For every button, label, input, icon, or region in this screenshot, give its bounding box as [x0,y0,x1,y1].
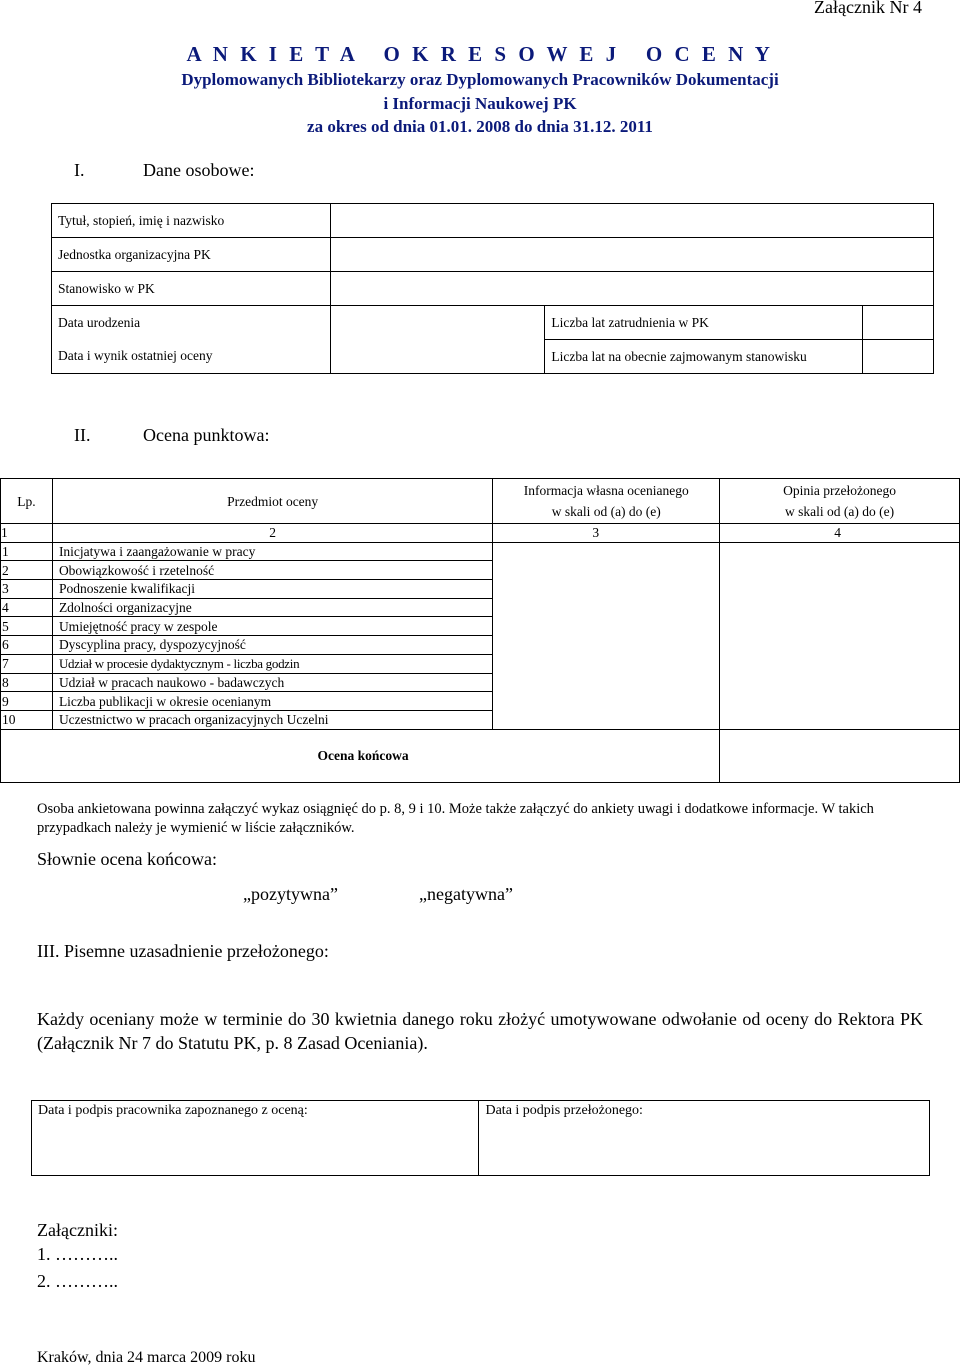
section-3-title: III. Pisemne uzasadnienie przełożonego: [37,941,329,961]
attachment-item-1: 1. ……….. [37,1244,118,1264]
personal-row-label: Tytuł, stopień, imię i nazwisko [52,204,331,238]
row-lp: 1 [1,542,53,561]
col-supervisor-header-line1: Opinia przełożonego [783,483,896,498]
section-1-number: I. [74,160,85,180]
self-score-cell[interactable] [493,598,720,617]
self-score-cell[interactable] [493,710,720,729]
table-row [1,617,960,636]
row-label: Udział w pracach naukowo - badawczych [52,673,492,692]
row-lp: 8 [1,673,53,692]
row-label: Inicjatywa i zaangażowanie w pracy [52,542,492,561]
annex-number: Załącznik Nr 4 [814,0,922,17]
position-years-field[interactable] [863,340,934,374]
row-label: Obowiązkowość i rzetelność [52,561,492,580]
employment-years-field[interactable] [863,306,934,340]
name-field[interactable] [330,204,933,238]
personal-row-label: Jednostka organizacyjna PK [52,238,331,272]
row-lp: 3 [1,580,53,599]
col-supervisor-header-line2: w skali od (a) do (e) [785,504,895,519]
row-label: Podnoszenie kwalifikacji [52,580,492,599]
self-score-cell[interactable] [493,542,720,561]
self-score-cell[interactable] [493,654,720,673]
employee-signature-field[interactable] [32,1101,479,1176]
table-row [1,542,960,561]
dob-label: Data urodzenia [52,306,331,340]
personal-row-label: Stanowisko w PK [52,272,331,306]
self-score-cell[interactable] [493,673,720,692]
supervisor-score-cell[interactable] [720,617,960,636]
row-label: Liczba publikacji w okresie ocenianym [52,692,492,711]
row-lp: 10 [1,710,53,729]
final-grade-cell[interactable] [720,729,960,782]
personal-data-table [51,203,934,374]
supervisor-signature-field[interactable] [479,1101,930,1176]
table-row [1,598,960,617]
self-score-cell[interactable] [493,617,720,636]
supervisor-score-cell[interactable] [720,692,960,711]
section-1-title: Dane osobowe: [143,160,255,180]
col-self-header-line1: Informacja własna ocenianego [523,483,689,498]
supervisor-score-cell[interactable] [720,710,960,729]
subtitle-line-2: i Informacji Naukowej PK [383,94,577,113]
attachments-label: Załączniki: [37,1220,118,1240]
row-label: Uczestnictwo w pracach organizacyjnych Uczelni [52,710,492,729]
row-label: Umiejętność pracy w zespole [52,617,492,636]
row-lp: 6 [1,636,53,655]
position-years-label: Liczba lat na obecnie zajmowanym stanowisku [545,340,863,374]
row-lp: 7 [1,654,53,673]
footer-date: Kraków, dnia 24 marca 2009 roku [37,1349,256,1366]
col-number-4: 4 [720,524,960,543]
employee-signature-label: Data i podpis pracownika zapoznanego z oceną: [38,1103,308,1118]
option-positive[interactable]: „pozytywna” [243,884,338,904]
supervisor-score-cell[interactable] [720,542,960,561]
option-negative[interactable]: „negatywna” [419,884,513,904]
section-2-title: Ocena punktowa: [143,425,270,445]
supervisor-score-cell[interactable] [720,636,960,655]
grades-table [0,478,960,783]
self-score-cell[interactable] [493,636,720,655]
row-label: Udział w procesie dydaktycznym - liczba godzin [52,654,492,673]
last-eval-field[interactable] [330,340,545,374]
employment-years-label: Liczba lat zatrudnienia w PK [545,306,863,340]
subtitle-line-3: za okres od dnia 01.01. 2008 do dnia 31.12. 2011 [307,117,653,136]
col-number-1: 1 [1,524,53,543]
verbal-grade-label: Słownie ocena końcowa: [37,849,217,869]
row-lp: 2 [1,561,53,580]
self-score-cell[interactable] [493,580,720,599]
unit-field[interactable] [330,238,933,272]
table-row [1,710,960,729]
supervisor-score-cell[interactable] [720,673,960,692]
row-lp: 5 [1,617,53,636]
table-row [1,561,960,580]
table-row [1,673,960,692]
row-label: Dyscyplina pracy, dyspozycyjność [52,636,492,655]
row-lp: 9 [1,692,53,711]
attachments-note: Osoba ankietowana powinna załączyć wykaz osiągnięć do p. 8, 9 i 10. Może także załączyć do ankiety uwagi i dodatkowe informacje. W takich przypadkach należy je wymienić w liście załączników. [37,801,874,836]
col-number-2: 2 [52,524,492,543]
appeal-text: Każdy oceniany może w terminie do 30 kwietnia danego roku złożyć umotywowane odwołanie od oceny do Rektora PK (Załącznik Nr 7 do Statutu PK, p. 8 Zasad Oceniania). [37,1009,923,1053]
col-supervisor-header [720,479,960,524]
last-eval-label: Data i wynik ostatniej oceny [52,340,331,374]
final-grade-label: Ocena końcowa [1,729,720,782]
row-label: Zdolności organizacyjne [52,598,492,617]
self-score-cell[interactable] [493,692,720,711]
section-2-number: II. [74,425,91,445]
document-title: A N K I E T A O K R E S O W E J O C E N Y [186,42,774,66]
supervisor-signature-label: Data i podpis przełożonego: [485,1103,643,1118]
dob-field[interactable] [330,306,545,340]
row-lp: 4 [1,598,53,617]
table-row [1,580,960,599]
table-row [1,654,960,673]
table-row [1,636,960,655]
self-score-cell[interactable] [493,561,720,580]
supervisor-score-cell[interactable] [720,580,960,599]
table-row [1,692,960,711]
supervisor-score-cell[interactable] [720,598,960,617]
supervisor-score-cell[interactable] [720,561,960,580]
col-lp-header: Lp. [1,479,53,524]
attachment-item-2: 2. ……….. [37,1271,118,1291]
subtitle-line-1: Dyplomowanych Bibliotekarzy oraz Dyplomowanych Pracowników Dokumentacji [181,70,779,89]
signature-table [31,1100,930,1176]
position-field[interactable] [330,272,933,306]
col-number-3: 3 [493,524,720,543]
col-subject-header: Przedmiot oceny [52,479,492,524]
supervisor-score-cell[interactable] [720,654,960,673]
col-self-header [493,479,720,524]
col-self-header-line2: w skali od (a) do (e) [551,504,661,519]
